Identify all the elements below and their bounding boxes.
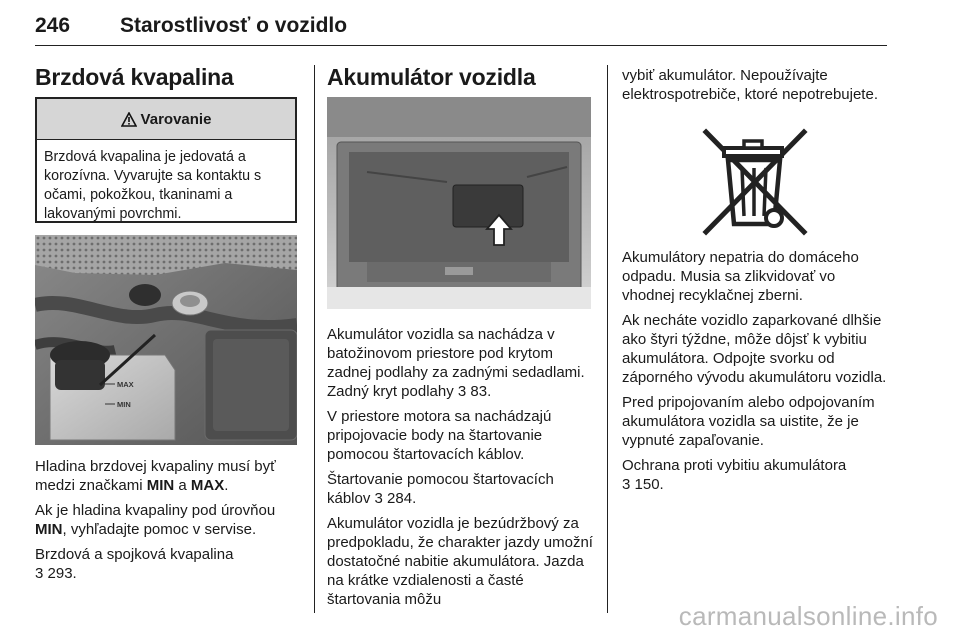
paragraph: Akumulátor vozidla sa nachádza v batožinovom priestore pod krytom zadnej podlahy za zadnými sedadlami. Zadný kryt podlahy 3 83. (327, 326, 585, 400)
header-divider (35, 45, 887, 46)
page-reference-link[interactable]: 284. (387, 490, 417, 507)
warning-triangle-icon (121, 112, 137, 127)
warning-text: Brzdová kvapalina je jedovatá a korozívna. Vyvarujte sa kontaktu s očami, pokožkou, tkaninami a lakovanými povrchmi. (44, 149, 262, 222)
paragraph: Akumulátor vozidla je bezúdržbový za predpokladu, že charakter jazdy umožní dostatočné nabitie akumulátora. Jazda na krátke vzdialenosti a časté štartovania môžu (327, 515, 593, 608)
warning-title: Varovanie (140, 110, 212, 128)
paragraph: Štartovanie pomocou štartovacích káblov 3 284. (327, 471, 554, 507)
col1-text (35, 457, 305, 589)
paragraph: Brzdová a spojková kvapalina 3 293. (35, 546, 234, 582)
warning-box (35, 97, 297, 223)
brake-fluid-reservoir-photo (35, 235, 297, 445)
paragraph: Akumulátory nepatria do domáceho odpadu. Musia sa zlikvidovať vo vhodnej recyklačnej zberni. (622, 249, 859, 304)
paragraph: Ak je hladina kvapaliny pod úrovňou MIN, vyhľadajte pomoc v servise. (35, 502, 276, 538)
reservoir-max-mark: MAX (117, 380, 134, 389)
reference-arrow-icon: 3 (374, 490, 383, 507)
paragraph: vybiť akumulátor. Nepoužívajte elektrospotrebiče, ktoré nepotrebujete. (622, 67, 878, 103)
page-reference-link[interactable]: 150. (634, 476, 664, 493)
paragraph: Ak necháte vozidlo zaparkované dlhšie ako štyri týždne, môže dôjsť k vybitiu akumulátora. Odpojte svorku od záporného vývodu akumulátoru vozidla. (622, 312, 887, 386)
reference-arrow-icon: 3 (622, 476, 631, 493)
reference-arrow-icon: 3 (457, 383, 467, 400)
crossed-out-bin-icon (700, 128, 812, 240)
column-divider-1 (314, 65, 315, 613)
col2-text (327, 325, 595, 615)
battery-trunk-photo (327, 97, 591, 309)
warning-header (37, 99, 295, 140)
paragraph: V priestore motora sa nachádzajú pripojovacie body na štartovanie pomocou štartovacích káblov. (327, 408, 552, 463)
column-divider-2 (607, 65, 608, 613)
page-reference-link[interactable]: 83. (470, 383, 492, 400)
page-number: 246 (35, 14, 71, 37)
paragraph: Pred pripojovaním alebo odpojovaním akumulátora vozidla sa uistite, že je vypnuté zapaľovanie. (622, 394, 875, 449)
paragraph: Ochrana proti vybitiu akumulátora 3 150. (622, 457, 847, 493)
col3-text-top (622, 66, 890, 110)
section-heading-battery: Akumulátor vozidla (327, 64, 536, 90)
page-header-title: Starostlivosť o vozidlo (120, 14, 348, 37)
col3-text-bottom (622, 248, 890, 500)
section-heading-brake-fluid: Brzdová kvapalina (35, 64, 234, 90)
reference-arrow-icon: 3 (35, 565, 44, 582)
watermark: carmanualsonline.info (678, 601, 938, 631)
paragraph: Hladina brzdovej kvapaliny musí byť medzi značkami MIN a MAX. (35, 458, 276, 494)
reservoir-min-mark: MIN (117, 400, 131, 409)
page-reference-link[interactable]: 293. (47, 565, 77, 582)
